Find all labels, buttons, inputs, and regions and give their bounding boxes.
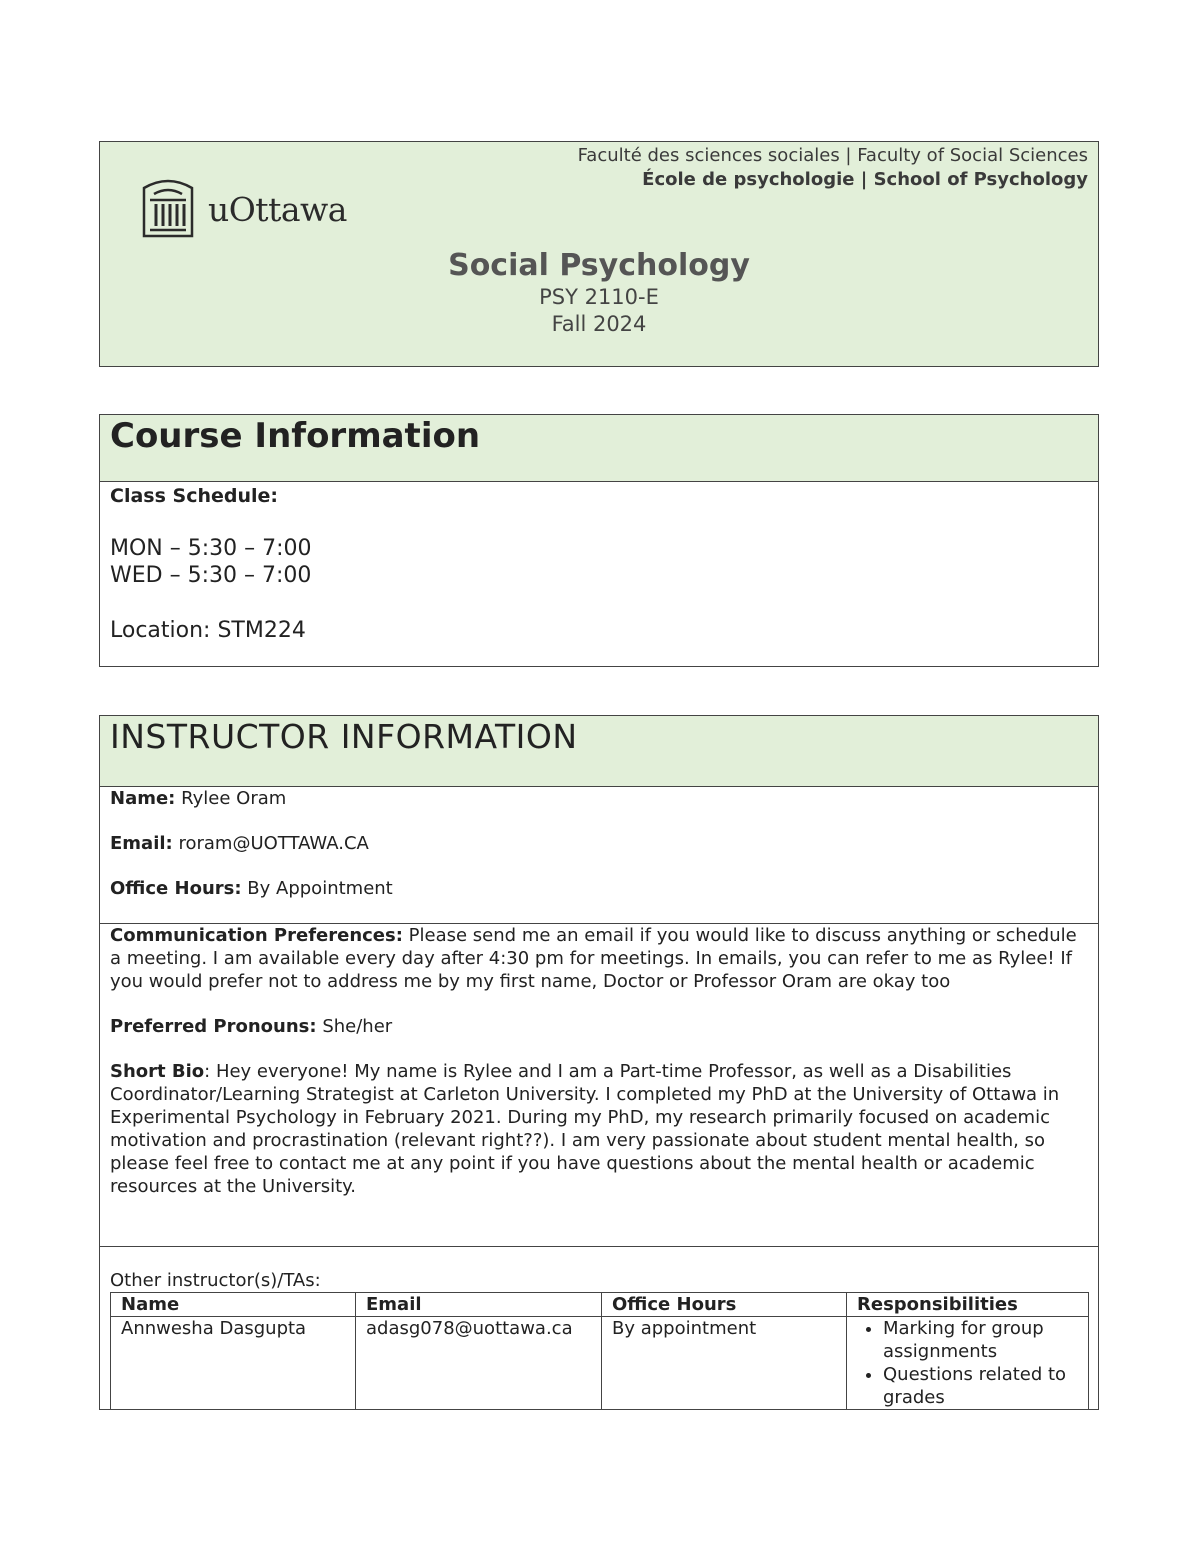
email-label: Email: bbox=[110, 833, 173, 854]
location: Location: STM224 bbox=[110, 618, 306, 643]
uottawa-logo bbox=[140, 176, 370, 242]
pronouns: She/her bbox=[322, 1016, 393, 1037]
instructor-name: Rylee Oram bbox=[181, 788, 287, 809]
table-row bbox=[111, 1317, 1089, 1410]
ta-section bbox=[100, 1247, 1098, 1410]
instructor-information-header bbox=[100, 716, 1098, 787]
instructor-details bbox=[100, 924, 1098, 1247]
ta-email[interactable]: adasg078@uottawa.ca bbox=[356, 1317, 602, 1410]
bio-text: : Hey everyone! My name is Rylee and I am a Part-time Professor, as well as a Disabilities Coordinator/Learning Strategist at Carleton University. I completed my PhD at the University of Ottawa in Experimental Psychology in February 2021. During my PhD, my research primarily focused on academic motivation and procrastination (relevant right??). I am very passionate about student mental health, so please feel free to contact me at any point if you have questions about the mental health or academic resources at the University. bbox=[110, 1061, 1060, 1197]
instructor-information-section bbox=[99, 715, 1099, 1410]
ta-name: Annwesha Dasgupta bbox=[111, 1317, 356, 1410]
course-information-title: Course Information bbox=[110, 416, 481, 456]
class-schedule-label: Class Schedule: bbox=[110, 485, 278, 507]
column-header: Name bbox=[111, 1293, 356, 1317]
column-header: Email bbox=[356, 1293, 602, 1317]
communication-label: Communication Preferences: bbox=[110, 925, 403, 946]
faculty-block bbox=[578, 144, 1088, 192]
ta-responsibilities bbox=[847, 1317, 1089, 1410]
school-line: École de psychologie | School of Psychology bbox=[642, 169, 1088, 190]
uottawa-building-icon bbox=[144, 181, 192, 236]
pronouns-label: Preferred Pronouns: bbox=[110, 1016, 317, 1037]
course-title-block bbox=[100, 248, 1098, 338]
list-item: • Questions related to grades bbox=[883, 1363, 1078, 1409]
instructor-contact bbox=[100, 787, 1098, 924]
column-header: Responsibilities bbox=[847, 1293, 1089, 1317]
schedule-item: MON – 5:30 – 7:00 bbox=[110, 536, 312, 561]
logo-text: uOttawa bbox=[208, 190, 347, 229]
bio-label: Short Bio bbox=[110, 1061, 205, 1082]
instructor-email[interactable]: roram@UOTTAWA.CA bbox=[178, 833, 369, 854]
ta-table-header bbox=[111, 1293, 1089, 1317]
list-item: • Marking for group assignments bbox=[883, 1317, 1078, 1363]
name-label: Name: bbox=[110, 788, 176, 809]
header-banner bbox=[99, 141, 1099, 367]
ta-label: Other instructor(s)/TAs: bbox=[110, 1270, 321, 1291]
course-code: PSY 2110-E bbox=[539, 285, 659, 309]
course-information-section bbox=[99, 414, 1099, 667]
ta-table bbox=[110, 1292, 1089, 1410]
communication-text: Please send me an email if you would like to discuss anything or schedule a meeting. I am available every day after 4:30 pm for meetings. In emails, you can refer to me as Rylee! If you would prefer not to address me by my first name, Doctor or Professor Oram are okay too bbox=[110, 925, 1077, 992]
course-information-header bbox=[100, 415, 1098, 482]
instructor-information-title: INSTRUCTOR INFORMATION bbox=[110, 717, 578, 756]
column-header: Office Hours bbox=[602, 1293, 847, 1317]
office-hours-label: Office Hours: bbox=[110, 878, 242, 899]
ta-hours: By appointment bbox=[602, 1317, 847, 1410]
course-term: Fall 2024 bbox=[551, 312, 647, 336]
faculty-line: Faculté des sciences sociales | Faculty of Social Sciences bbox=[577, 145, 1088, 166]
course-title: Social Psychology bbox=[448, 248, 750, 283]
office-hours: By Appointment bbox=[247, 878, 393, 899]
schedule-item: WED – 5:30 – 7:00 bbox=[110, 563, 312, 588]
